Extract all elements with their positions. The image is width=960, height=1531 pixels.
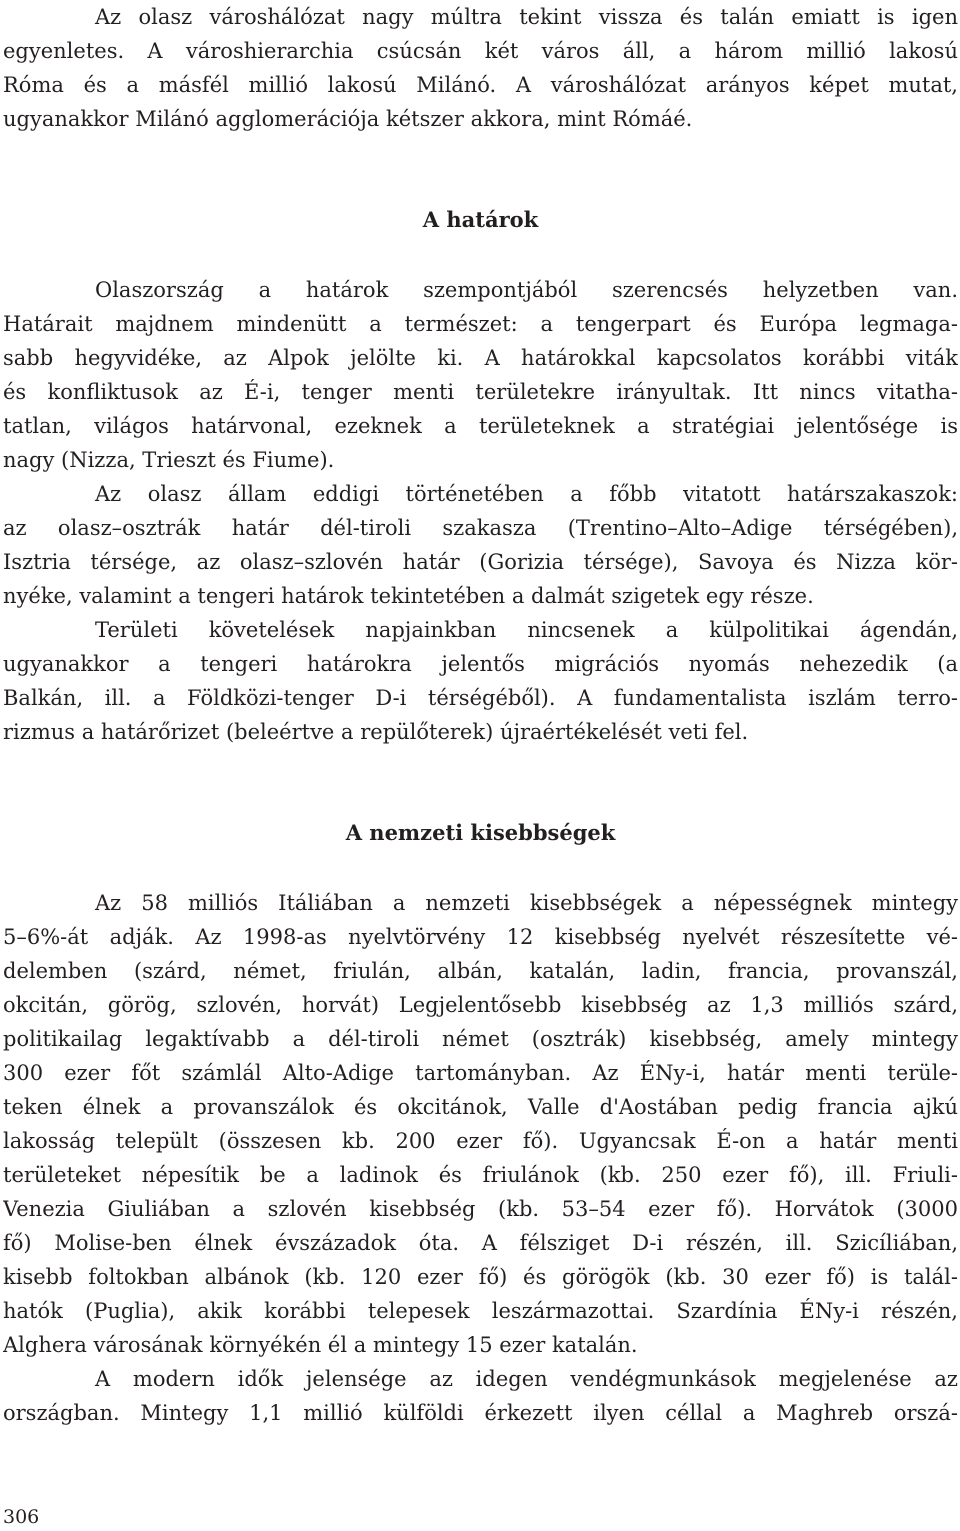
section-heading: A határok <box>422 207 539 232</box>
text-line: az olasz–osztrák határ dél-tiroli szakasza (Trentino–Alto–Adige térségében), <box>3 516 958 540</box>
text-line: delemben (szárd, német, friulán, albán, katalán, ladin, francia, provanszál, <box>3 959 958 983</box>
text-line: területeket népesítik be a ladinok és friulánok (kb. 250 ezer fő), ill. Friuli- <box>3 1163 958 1187</box>
text-line: Az 58 milliós Itáliában a nemzeti kisebbségek a népességnek mintegy <box>95 891 958 915</box>
text-line: politikailag legaktívabb a dél-tiroli német (osztrák) kisebbség, amely mintegy <box>3 1027 958 1051</box>
paragraph <box>3 613 958 749</box>
text-line: 300 ezer főt számlál Alto-Adige tartományban. Az ÉNy-i, határ menti terüle- <box>3 1061 958 1085</box>
text-line: fő) Molise-ben élnek évszázadok óta. A félsziget D-i részén, ill. Szicíliában, <box>3 1231 958 1255</box>
text-line: Alghera városának környékén él a mintegy 15 ezer katalán. <box>3 1333 638 1357</box>
text-line: Isztria térsége, az olasz–szlovén határ (Gorizia térsége), Savoya és Nizza kör- <box>3 550 958 574</box>
text-line: okcitán, görög, szlovén, horvát) Legjelentősebb kisebbség az 1,3 milliós szárd, <box>3 993 958 1017</box>
paragraph <box>3 273 958 477</box>
paragraph <box>3 477 958 613</box>
text-line: teken élnek a provanszálok és okcitánok, Valle d'Aostában pedig francia ajkú <box>3 1095 958 1119</box>
text-line: ugyanakkor a tengeri határokra jelentős migrációs nyomás nehezedik (a <box>3 652 958 676</box>
text-line: Határait majdnem mindenütt a természet: a tengerpart és Európa legmaga- <box>3 312 958 336</box>
text-line: sabb hegyvidéke, az Alpok jelölte ki. A határokkal kapcsolatos korábbi viták <box>3 346 958 370</box>
text-line: és konfliktusok az É-i, tenger menti területekre irányultak. Itt nincs vitatha- <box>3 380 958 404</box>
text-line: ugyanakkor Milánó agglomerációja kétszer akkora, mint Rómáé. <box>3 107 693 131</box>
text-line: 5–6%-át adják. Az 1998-as nyelvtörvény 12 kisebbség nyelvét részesítette vé- <box>3 925 958 949</box>
text-line: kisebb foltokban albánok (kb. 120 ezer fő) és görögök (kb. 30 ezer fő) is talál- <box>3 1265 958 1289</box>
text-line: rizmus a határőrizet (beleértve a repülőterek) újraértékelését veti fel. <box>3 720 749 744</box>
text-line: Az olasz városhálózat nagy múltra tekint vissza és talán emiatt is igen <box>95 5 958 29</box>
text-line: Venezia Giuliában a szlovén kisebbség (kb. 53–54 ezer fő). Horvátok (3000 <box>3 1197 958 1221</box>
paragraph <box>3 0 958 136</box>
page-number: 306 <box>3 1506 40 1528</box>
text-line: egyenletes. A városhierarchia csúcsán két város áll, a három millió lakosú <box>3 39 958 63</box>
text-line: hatók (Puglia), akik korábbi telepesek leszármazottai. Szardínia ÉNy-i részén, <box>3 1299 958 1323</box>
section-heading: A nemzeti kisebbségek <box>345 820 616 845</box>
text-line: országban. Mintegy 1,1 millió külföldi érkezett ilyen céllal a Maghreb orszá- <box>3 1401 958 1425</box>
text-line: A modern idők jelensége az idegen vendégmunkások megjelenése az <box>95 1367 958 1391</box>
text-line: Olaszország a határok szempontjából szerencsés helyzetben van. <box>95 278 958 302</box>
text-line: lakosság települt (összesen kb. 200 ezer fő). Ugyancsak É-on a határ menti <box>3 1129 958 1153</box>
text-column <box>3 0 958 1430</box>
text-line: Területi követelések napjainkban nincsenek a külpolitikai ágendán, <box>95 618 958 642</box>
paragraph <box>3 1362 958 1430</box>
paragraph <box>3 886 958 1362</box>
text-line: nagy (Nizza, Trieszt és Fiume). <box>3 448 335 472</box>
text-line: tatlan, világos határvonal, ezeknek a területeknek a stratégiai jelentősége is <box>3 414 958 438</box>
text-line: Róma és a másfél millió lakosú Milánó. A városhálózat arányos képet mutat, <box>3 73 958 97</box>
text-line: Balkán, ill. a Földközi-tenger D-i térségéből). A fundamentalista iszlám terro- <box>3 686 958 710</box>
text-line: nyéke, valamint a tengeri határok tekintetében a dalmát szigetek egy része. <box>3 584 814 608</box>
text-line: Az olasz állam eddigi történetében a főbb vitatott határszakaszok: <box>95 482 958 506</box>
